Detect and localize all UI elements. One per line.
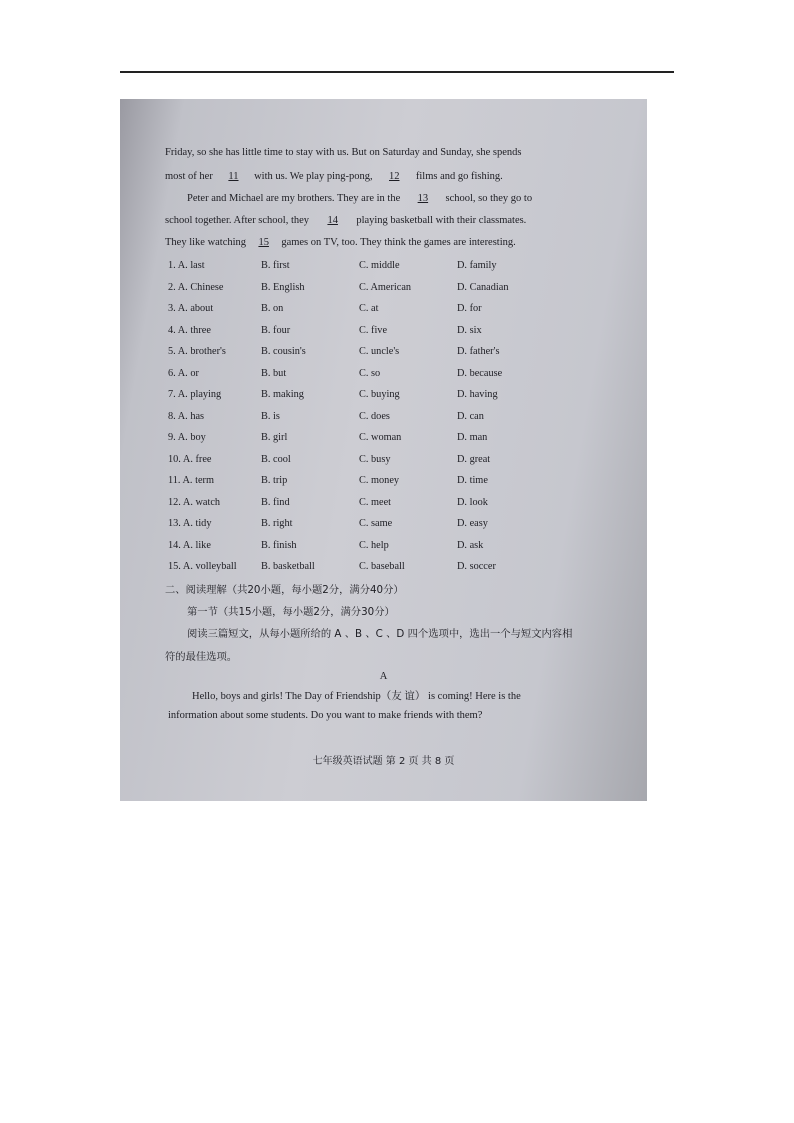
option-b: B. basketball <box>261 561 315 572</box>
option-b: B. cool <box>261 453 291 465</box>
option-b: B. is <box>261 410 280 422</box>
option-row <box>168 282 608 296</box>
option-d: D. easy <box>457 518 488 529</box>
option-d: D. six <box>457 324 482 336</box>
option-d: D. father's <box>457 346 500 357</box>
option-b: B. four <box>261 324 291 336</box>
option-d: D. family <box>457 260 497 271</box>
option-d: D. look <box>457 496 488 508</box>
option-row <box>168 368 608 382</box>
option-a: 15. A. volleyball <box>168 561 237 572</box>
option-b: B. on <box>261 303 284 314</box>
option-a: 4. A. three <box>168 324 211 336</box>
passage-line-4: school together. After school, they 14 playing basketball with their classmates. <box>165 215 527 226</box>
option-row <box>168 389 608 403</box>
option-row <box>168 454 608 468</box>
blank-14: 14 <box>327 215 338 226</box>
blank-11: 11 <box>228 171 239 182</box>
option-a: 6. A. or <box>168 367 199 379</box>
section-subheading: 第一节（共15小题，每小题2分，满分30分） <box>187 606 395 618</box>
passage-line-2: most of her 11 with us. We play ping-pong, 12 films and go fishing. <box>165 171 503 182</box>
option-c: C. uncle's <box>359 346 400 357</box>
option-d: D. because <box>457 367 503 379</box>
option-row <box>168 432 608 446</box>
option-row <box>168 411 608 425</box>
option-a: 12. A. watch <box>168 496 221 508</box>
option-a: 11. A. term <box>168 475 214 486</box>
option-d: D. man <box>457 432 488 443</box>
option-d: D. Canadian <box>457 281 509 293</box>
option-c: C. baseball <box>359 561 405 572</box>
scanned-exam-page <box>120 99 647 801</box>
option-b: B. girl <box>261 432 288 443</box>
option-b: B. cousin's <box>261 346 306 357</box>
page-footer: 七年级英语试题 第 2 页 共 8 页 <box>312 756 455 767</box>
option-c: C. does <box>359 410 390 422</box>
option-c: C. American <box>359 281 412 293</box>
option-d: D. for <box>457 303 482 314</box>
passage-line-5: They like watching 15 games on TV, too. They think the games are interesting. <box>165 237 516 248</box>
option-a: 10. A. free <box>168 453 212 465</box>
reading-line-1: Hello, boys and girls! The Day of Friendship（友 谊） is coming! Here is the <box>192 691 521 702</box>
option-c: C. so <box>359 367 381 379</box>
option-d: D. having <box>457 389 498 400</box>
option-b: B. first <box>261 260 290 271</box>
option-row <box>168 497 608 511</box>
option-a: 5. A. brother's <box>168 346 226 357</box>
option-row <box>168 518 608 532</box>
instructions-line-1: 阅读三篇短文，从每小题所给的 A 、B 、C 、D 四个选项中，选出一个与短文内容相 <box>187 628 573 640</box>
option-c: C. money <box>359 475 400 486</box>
option-b: B. but <box>261 367 287 379</box>
option-c: C. at <box>359 303 379 314</box>
option-row <box>168 540 608 554</box>
option-row <box>168 475 608 489</box>
option-a: 14. A. like <box>168 539 211 551</box>
option-d: D. can <box>457 410 484 422</box>
passage-line-1: Friday, so she has little time to stay with us. But on Saturday and Sunday, she spends <box>165 147 522 158</box>
option-c: C. help <box>359 539 389 551</box>
option-a: 1. A. last <box>168 260 205 271</box>
instructions-line-2: 符的最佳选项。 <box>165 651 238 663</box>
option-c: C. five <box>359 324 388 336</box>
option-c: C. busy <box>359 453 391 465</box>
option-c: C. buying <box>359 389 400 400</box>
option-c: C. same <box>359 518 393 529</box>
passage-label: A <box>379 671 388 682</box>
option-a: 2. A. Chinese <box>168 281 224 293</box>
option-b: B. finish <box>261 539 297 551</box>
option-d: D. time <box>457 475 488 486</box>
option-a: 13. A. tidy <box>168 518 212 529</box>
option-a: 3. A. about <box>168 303 214 314</box>
passage-line-3: Peter and Michael are my brothers. They are in the 13 school, so they go to <box>187 193 533 204</box>
option-d: D. soccer <box>457 561 496 572</box>
header-rule <box>120 71 674 73</box>
option-row <box>168 260 608 274</box>
option-a: 8. A. has <box>168 410 205 422</box>
option-row <box>168 346 608 360</box>
option-c: C. middle <box>359 260 400 271</box>
option-a: 9. A. boy <box>168 432 206 443</box>
section-heading: 二、阅读理解（共20小题，每小题2分，满分40分） <box>165 584 404 596</box>
option-row <box>168 303 608 317</box>
option-row <box>168 561 608 575</box>
option-d: D. ask <box>457 539 484 551</box>
option-c: C. woman <box>359 432 402 443</box>
option-c: C. meet <box>359 496 392 508</box>
option-a: 7. A. playing <box>168 389 222 400</box>
blank-15: 15 <box>258 237 269 248</box>
option-b: B. right <box>261 518 293 529</box>
option-b: B. English <box>261 281 305 293</box>
option-row <box>168 325 608 339</box>
option-b: B. making <box>261 389 304 400</box>
blank-12: 12 <box>389 171 400 182</box>
reading-line-2: information about some students. Do you want to make friends with them? <box>168 710 483 721</box>
option-d: D. great <box>457 453 491 465</box>
blank-13: 13 <box>417 193 429 204</box>
option-b: B. find <box>261 496 290 508</box>
option-b: B. trip <box>261 475 288 486</box>
